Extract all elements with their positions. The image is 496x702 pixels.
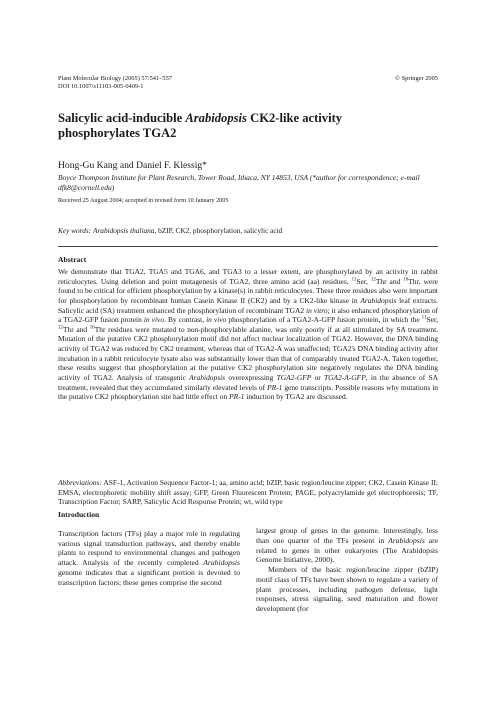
right-paragraph-2: Members of the basic region/leucine zipper (bZIP) motif class of TFs have been shown to regulate a variety of plant processes, including pathogen defense, light responses, stress signaling, seed maturation and flower development (for (256, 565, 438, 613)
received-dates: Received 25 August 2004; accepted in revised form 10 January 2005 (58, 197, 229, 204)
abstract-italic: PR-1 (229, 392, 245, 402)
abstract-italic: in vivo (143, 315, 165, 325)
abstract-span: gene transcripts. Possible reasons why mutations in the putative CK2 phosphorylation site had little effect on (58, 382, 438, 402)
abstract-italic: in vivo (206, 315, 227, 325)
journal-citation (58, 75, 278, 91)
abstract-text (58, 267, 438, 402)
title-part: Salicylic acid-inducible (58, 111, 186, 125)
abstract-span: Ser, (426, 315, 438, 325)
abstract-span: , in the absence of SA treatment, revealed that they accumulated similarly elevated levels of (58, 372, 438, 392)
journal-line: Plant Molecular Biology (2005) 57:541–557 (58, 75, 172, 82)
abstract-italic: TGA2-A-GFP (324, 372, 366, 382)
section-divider (58, 246, 438, 247)
superscript: 16 (403, 277, 409, 283)
abstract-span: Thr, were found to be critical for efficient phosphorylation by a kinase(s) in rabbit reticulocytes. These three residues also were important for phosphorylation by recombinant human Casein Kinase II (CK2) and by a CK2-like kinase in (58, 276, 438, 305)
intro-paragraph (58, 529, 240, 588)
abstract-span: We demonstrate that TGA2, TGA5 and TGA6, and TGA3 to a lesser extent, are phosphorylated by an activity in rabbit reticulocytes. Using deletion and point mutagenesis of TGA2, three amino acid (aa) residues, (58, 267, 438, 286)
intro-span: Transcription factors (TFs) play a major role in regulating various signal transduction pathways, and thereby enable plants to respond to environmental changes and pathogen attack. Analysis of the recently completed (58, 528, 240, 567)
keywords-rest: , bZIP, CK2, phosphorylation, salicylic acid (154, 226, 283, 235)
keywords-label: Key words: (58, 226, 92, 235)
left-column (58, 510, 240, 587)
abbreviations-label: Abbreviations: (58, 478, 102, 487)
abstract-italic: Arabidopsis (360, 295, 397, 305)
abstract-italic: PR-1 (267, 382, 283, 392)
intro-italic: Arabidopsis (203, 558, 240, 567)
title-part: CK2-like activity (246, 111, 343, 125)
superscript: 11 (421, 315, 427, 321)
right-paragraph-1 (256, 526, 438, 565)
superscript: 12 (370, 277, 376, 283)
abstract-span: Thr and (375, 276, 404, 286)
affiliation: Boyce Thompson Institute for Plant Research, Tower Road, Ithaca, NY 14853, USA (*author for correspondence; e-mail dfk8@cornell.edu) (58, 173, 420, 192)
abstract-italic: TGA2-GFP (276, 372, 312, 382)
abstract-span: or (311, 372, 325, 382)
abstract-span: overexpressing (225, 372, 277, 382)
superscript: 16 (89, 325, 95, 331)
abbreviations (58, 478, 438, 507)
right-italic: Arabidopsis (388, 535, 425, 545)
paper-title (58, 111, 438, 142)
abstract-italic: Arabidopsis (189, 372, 226, 382)
abstract-span: Ser, (356, 276, 371, 286)
superscript: 11 (351, 277, 357, 283)
title-italic: Arabidopsis (185, 111, 247, 125)
abstract-span: . By contrast, (164, 315, 207, 325)
abstract-span: Thr and (63, 324, 90, 334)
abstract-heading: Abstract (58, 255, 87, 264)
abstract-span: induction by TGA2 are discussed. (244, 392, 348, 402)
keyword-italic: Arabidopsis thaliana (93, 226, 155, 235)
title-line-2: phosphorylates TGA2 (58, 126, 177, 141)
keywords (58, 226, 438, 235)
right-column (256, 526, 438, 614)
abstract-span: phosphorylation of a TGA2-A-GFP fusion protein, in which the (226, 315, 422, 325)
abstract-italic: in vitro (306, 305, 328, 315)
abbreviations-text: ASF-1, Activation Sequence Factor-1; aa, amino acid; bZIP, basic region/leucine zipper; CK2, Casein Kinase II; EMSA, electrophoretic mobility shift assay; GFP, Green Fluorescent Protein; PAGE, polyacrylamide gel electrophoresis; TF, Transcription Factor; SARP, Salicylic Acid Response Protein; wt, wild type (58, 478, 438, 507)
right-span: are related to genes in other eukaryotes (The Arabidopsis Genome Initiative, 2000). (256, 535, 438, 565)
authors: Hong-Gu Kang and Daniel F. Klessig* (58, 160, 207, 171)
intro-span: genome indicates that a significant portion is devoted to transcription factors; these genes comprise the second (58, 567, 240, 587)
introduction-heading: Introduction (58, 510, 100, 519)
abstract-span: Thr residues were mutated to non-phosphorylable alanine, was only poorly if at all stimulated by SA treatment. Mutation of the putative CK2 phosphorylation motif did not affect nuclear localization of TGA2. However, the DNA binding activity of TGA2 was reduced by CK2 treatment, whereas that of TGA2-A was unaffected; TGA2's DNA binding activity after incubation in a rabbit reticulocyte lysate also was substantially lower than that of comparably treated TGA2-A. Taken together, these results suggest that phosphorylation at the putative CK2 phosphorylation site negatively regulates the DNA binding activity of TGA2. Analysis of transgenic (58, 324, 438, 382)
abstract-span: ; it also enhanced phosphorylation of a TGA2-GFP fusion protein (58, 305, 439, 325)
doi-line: DOI 10.1007/s11103-005-0409-1 (58, 83, 144, 91)
right-span: largest group of genes in the genome. Interestingly, less than one quarter of the TFs present in (256, 526, 438, 545)
abstract-span: leaf extracts. Salicylic acid (SA) treatment enhanced the phosphorylation of recombinant TGA2 (58, 295, 438, 315)
publisher-copyright: © Springer 2005 (395, 75, 438, 82)
superscript: 12 (58, 325, 63, 331)
title-line-1 (58, 111, 438, 126)
